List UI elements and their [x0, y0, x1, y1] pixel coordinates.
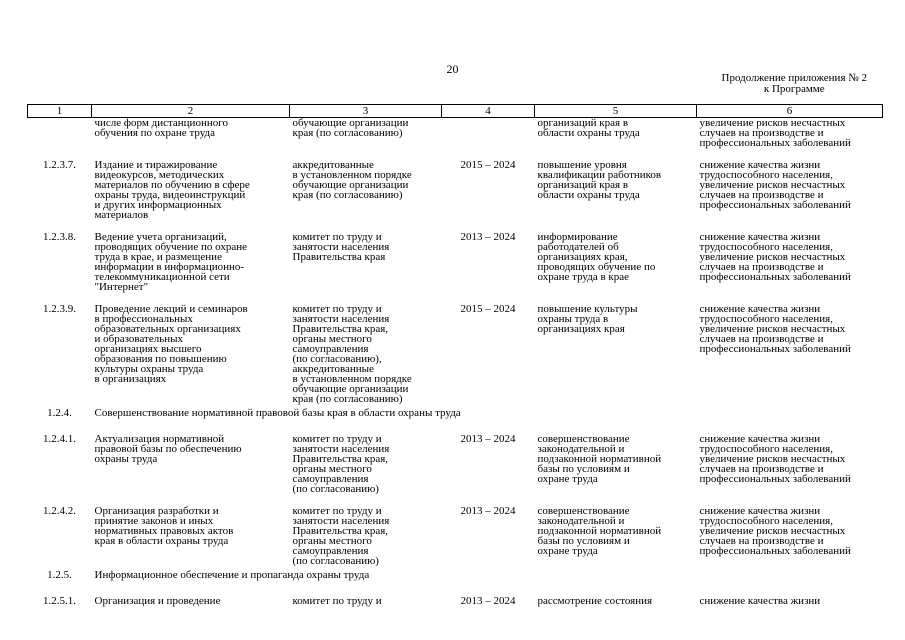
- item-number: 1.2.3.7.: [43, 159, 76, 171]
- program-table: [27, 104, 883, 606]
- column-header: 4: [442, 105, 535, 118]
- period-cell: 2015 – 2024: [460, 159, 516, 171]
- executor-cell: комитет по труду и занятости населения Правительства края: [292, 231, 390, 263]
- column-header: 6: [697, 105, 883, 118]
- item-number: 1.2.3.9.: [43, 303, 76, 315]
- item-number: 1.2.3.8.: [43, 231, 76, 243]
- measure-cell: числе форм дистанционного обучения по охране труда: [94, 117, 228, 139]
- measure-cell: Организация разработки и принятие законов и иных нормативных правовых актов края в области охраны труда: [94, 505, 234, 547]
- measure-cell: Издание и тиражирование видеокурсов, методических материалов по обучению в сфере охраны труда, видеоинструкций и других информационных материалов: [94, 159, 250, 221]
- table-row: [28, 118, 883, 149]
- executor-cell: обучающие организации края (по согласованию): [292, 117, 409, 139]
- section-number: 1.2.5.: [47, 569, 72, 581]
- result-cell: организаций края в области охраны труда: [537, 117, 640, 139]
- measure-cell: Проведение лекций и семинаров в профессиональных образовательных организациях и образовательных организациях высшего образования по повышению культуры охраны труда в организациях: [94, 303, 248, 385]
- result-cell: повышение культуры охраны труда в организациях края: [537, 303, 638, 335]
- result-cell: повышение уровня квалификации работников организаций края в области охраны труда: [537, 159, 662, 201]
- result-cell: информирование работодателей об организациях края, проводящих обучение по охране труда в крае: [537, 231, 656, 283]
- column-header: 3: [290, 105, 442, 118]
- table-row: [28, 494, 883, 566]
- measure-cell: Организация и проведение: [94, 595, 221, 607]
- table-body: [28, 118, 883, 607]
- consequence-cell: снижение качества жизни: [699, 595, 821, 607]
- table-row: [28, 220, 883, 292]
- section-title: Совершенствование нормативной правовой базы края в области охраны труда: [94, 407, 461, 419]
- column-header: 1: [28, 105, 92, 118]
- consequence-cell: снижение качества жизни трудоспособного населения, увеличение рисков несчастных случаев на производстве и профессиональных заболеваний: [699, 303, 851, 355]
- consequence-cell: снижение качества жизни трудоспособного населения, увеличение рисков несчастных случаев на производстве и профессиональных заболеваний: [699, 159, 851, 211]
- item-number: 1.2.5.1.: [43, 595, 76, 607]
- page-number: 20: [446, 62, 459, 76]
- column-header: 2: [92, 105, 290, 118]
- period-cell: 2015 – 2024: [460, 303, 516, 315]
- section-number: 1.2.4.: [47, 407, 72, 419]
- table-row: [28, 584, 883, 606]
- period-cell: 2013 – 2024: [460, 505, 516, 517]
- result-cell: совершенствование законодательной и подзаконной нормативной базы по условиям и охране труда: [537, 433, 662, 485]
- item-number: [28, 118, 92, 149]
- item-number: 1.2.4.2.: [43, 505, 76, 517]
- executor-cell: комитет по труду и занятости населения Правительства края, органы местного самоуправления (по согласованию): [292, 433, 390, 495]
- executor-cell: комитет по труду и занятости населения Правительства края, органы местного самоуправления (по согласованию): [292, 505, 390, 567]
- measure-cell: Актуализация нормативной правовой базы по обеспечению охраны труда: [94, 433, 242, 465]
- continuation-note: [722, 73, 867, 95]
- executor-cell: комитет по труду и: [292, 595, 382, 607]
- period-cell: 2013 – 2024: [460, 231, 516, 243]
- period-cell: 2013 – 2024: [460, 433, 516, 445]
- period-cell: 2013 – 2024: [460, 595, 516, 607]
- table-header-row: [28, 105, 883, 118]
- consequence-cell: снижение качества жизни трудоспособного населения, увеличение рисков несчастных случаев на производстве и профессиональных заболеваний: [699, 505, 851, 557]
- executor-cell: комитет по труду и занятости населения Правительства края, органы местного самоуправления (по согласованию), аккредитованные в установленном порядке обучающие организации края (по согласованию): [292, 303, 412, 405]
- continuation-line: к Программе: [763, 83, 825, 95]
- consequence-cell: снижение качества жизни трудоспособного населения, увеличение рисков несчастных случаев на производстве и профессиональных заболеваний: [699, 433, 851, 485]
- consequence-cell: увеличение рисков несчастных случаев на производстве и профессиональных заболеваний: [699, 117, 851, 149]
- section-row: [28, 404, 883, 422]
- section-title: Информационное обеспечение и пропаганда охраны труда: [94, 569, 370, 581]
- measure-cell: Ведение учета организаций, проводящих обучение по охране труда в крае, и размещение информации в информационно- телекоммуникационной сети "Интернет": [94, 231, 247, 293]
- result-cell: рассмотрение состояния: [537, 595, 653, 607]
- column-header: 5: [535, 105, 697, 118]
- continuation-line: Продолжение приложения № 2: [721, 72, 867, 84]
- table-row: [28, 148, 883, 220]
- consequence-cell: снижение качества жизни трудоспособного населения, увеличение рисков несчастных случаев на производстве и профессиональных заболеваний: [699, 231, 851, 283]
- section-row: [28, 566, 883, 584]
- table-row: [28, 292, 883, 404]
- table-row: [28, 422, 883, 494]
- executor-cell: аккредитованные в установленном порядке обучающие организации края (по согласованию): [292, 159, 412, 201]
- period-cell: [442, 118, 535, 149]
- item-number: 1.2.4.1.: [43, 433, 76, 445]
- result-cell: совершенствование законодательной и подзаконной нормативной базы по условиям и охране труда: [537, 505, 662, 557]
